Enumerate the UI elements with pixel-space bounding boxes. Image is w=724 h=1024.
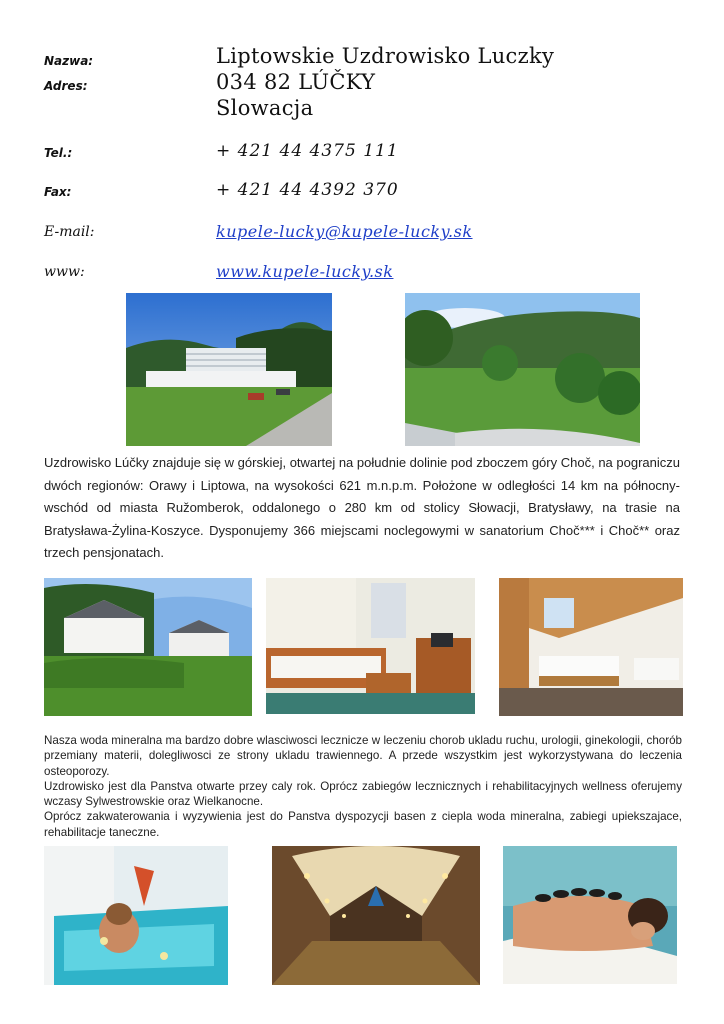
details-paragraph-1: Nasza woda mineralna ma bardzo dobre wlasciwosci lecznicze w leczeniu chorob ukladu ruchu, urologii, ginekologii, chorób przemiany materii, dolegliwosci ze strony ukladu trawiennego. A przede wszystkim jest wykorzystywana do leczenia osteoporozy.	[44, 734, 682, 778]
fax-value: + 421 44 4392 370	[216, 180, 399, 200]
hotel-room-photo	[266, 578, 475, 714]
attic-room-photo	[499, 578, 683, 716]
intro-paragraph: Uzdrowisko Lúčky znajduje się w górskiej, otwartej na południe dolinie pod zboczem góry Choč, na pograniczu dwóch regionów: Orawy i Liptowa, na wysokości 621 m.n.p.m. Położone w odległości 14 km na północny-wschód od miasta Ružomberok, oddalonego o 280 km od stolicy Słowacji, Bratysławy, na trasie na Bratysława-Żylina-Koszyce. Dysponujemy 366 miejscami noclegowymi w sanatorium Choč*** i Choč** oraz trzech pensjonatach.	[44, 455, 680, 560]
sanatorium-exterior-photo	[126, 293, 332, 446]
spa-name: Liptowskie Uzdrowisko Luczky	[216, 44, 555, 68]
tel-label: Tel.:	[44, 146, 73, 160]
pool-tunnel-photo	[272, 846, 480, 985]
address-label: Adres:	[44, 79, 88, 93]
website-link[interactable]: www.kupele-lucky.sk	[216, 262, 394, 281]
email-link[interactable]: kupele-lucky@kupele-lucky.sk	[216, 222, 473, 241]
guesthouses-photo	[44, 578, 252, 716]
details-paragraph-3: Oprócz zakwaterowania i wyzywienia jest do Panstva dyspozycji basen z ciepla woda mineralna, zabiegi upiekszajace, rehabilitacje taneczne.	[44, 810, 682, 839]
tel-value: + 421 44 4375 111	[216, 141, 399, 161]
email-label: E-mail:	[44, 224, 95, 240]
whirlpool-bath-photo	[44, 846, 228, 985]
fax-label: Fax:	[44, 185, 72, 199]
name-label: Nazwa:	[44, 54, 94, 68]
details-paragraph-2: Uzdrowisko jest dla Panstva otwarte przey caly rok. Oprócz zabiegów lecznicznych i rehabilitacyjnych wellness oferujemy wczasy Sylwestrowskie oraz Wielkanocne.	[44, 779, 682, 809]
www-label: www:	[44, 264, 85, 280]
valley-landscape-photo	[405, 293, 640, 446]
details-text	[44, 733, 682, 840]
address-line-1: 034 82 LÚČKY	[216, 70, 376, 94]
hot-stone-massage-photo	[503, 846, 677, 984]
address-line-2: Slowacja	[216, 96, 314, 120]
